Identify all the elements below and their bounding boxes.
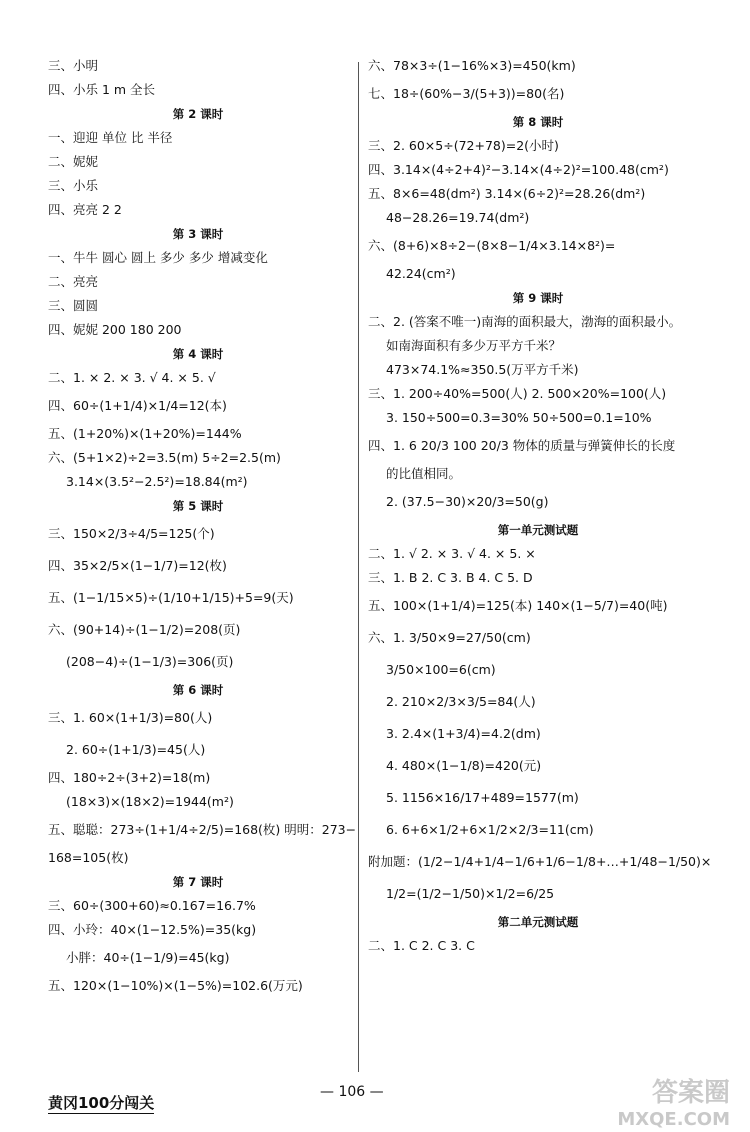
answer-line: 二、1. C 2. C 3. C (368, 938, 475, 953)
section-heading: 第二单元测试题 (497, 915, 579, 929)
answer-line: 3/50×100=6(cm) (386, 662, 496, 677)
answer-line: 四、180÷2÷(3+2)=18(m) (48, 770, 211, 785)
answer-line: 六、78×3÷(1−16%×3)=450(km) (368, 58, 576, 73)
answer-line: 一、牛牛 圆心 圆上 多少 多少 增减变化 (48, 250, 268, 265)
answer-line: 5. 1156×16/17+489=1577(m) (386, 790, 579, 805)
answer-line: 3. 150÷500=0.3=30% 50÷500=0.1=10% (386, 410, 652, 425)
answer-line: 如南海面积有多少万平方千米？ (386, 338, 562, 353)
answer-line: 二、妮妮 (48, 154, 99, 169)
answer-line: 附加题：(1/2−1/4+1/4−1/6+1/6−1/8+…+1/48−1/50)× (368, 854, 712, 869)
watermark-text: 答案圈 (651, 1078, 730, 1108)
answer-line: 四、60÷(1+1/4)×1/4=12(本) (48, 398, 227, 413)
page-number: — 106 — (320, 1084, 384, 1100)
answer-line: 四、1. 6 20/3 100 20/3 物体的质量与弹簧伸长的长度 (368, 438, 676, 453)
answer-line: 2. 210×2/3×3/5=84(人) (386, 694, 536, 709)
answer-line: 小胖：40÷(1−1/9)=45(kg) (66, 950, 230, 965)
answer-line: 三、1. 200÷40%=500(人) 2. 500×20%=100(人) (368, 386, 667, 401)
answer-line: 2. (37.5−30)×20/3=50(g) (386, 494, 549, 509)
section-heading: 第 9 课时 (512, 291, 564, 305)
answer-line: 6. 6+6×1/2+6×1/2×2/3=11(cm) (386, 822, 594, 837)
answer-line: 六、1. 3/50×9=27/50(cm) (368, 630, 531, 645)
answer-line: 五、(1−1/15×5)÷(1/10+1/15)+5=9(天) (48, 590, 294, 605)
answer-line: 四、35×2/5×(1−1/7)=12(枚) (48, 558, 227, 573)
answer-line: 三、2. 60×5÷(72+78)=2(小时) (368, 138, 559, 153)
answer-line: 473×74.1%≈350.5(万平方千米) (386, 362, 579, 377)
section-heading: 第 3 课时 (172, 227, 224, 241)
answer-line: 二、1. √ 2. × 3. √ 4. × 5. × (368, 546, 536, 561)
section-heading: 第一单元测试题 (497, 523, 579, 537)
answer-line: 三、小乐 (48, 178, 99, 193)
section-heading: 第 7 课时 (172, 875, 224, 889)
answer-line: 一、迎迎 单位 比 半径 (48, 130, 173, 145)
answer-line: 三、1. 60×(1+1/3)=80(人) (48, 710, 213, 725)
answer-line: 六、(5+1×2)÷2=3.5(m) 5÷2=2.5(m) (48, 450, 281, 465)
section-heading: 第 2 课时 (172, 107, 224, 121)
column-divider (358, 62, 359, 1072)
answer-line: 三、1. B 2. C 3. B 4. C 5. D (368, 570, 533, 585)
answer-line: 二、2. (答案不唯一)南海的面积最大，渤海的面积最小。 (368, 314, 682, 329)
watermark-url: MXQE.COM (617, 1109, 730, 1130)
answer-line: 四、3.14×(4÷2+4)²−3.14×(4÷2)²=100.48(cm²) (368, 162, 669, 177)
answer-line: 五、100×(1+1/4)=125(本) 140×(1−5/7)=40(吨) (368, 598, 668, 613)
answer-line: 二、1. × 2. × 3. √ 4. × 5. √ (48, 370, 216, 385)
answer-line: 五、120×(1−10%)×(1−5%)=102.6(万元) (48, 978, 303, 993)
section-heading: 第 6 课时 (172, 683, 224, 697)
answer-line: 168=105(枚) (48, 850, 129, 865)
answer-line: 三、60÷(300+60)≈0.167=16.7% (48, 898, 256, 913)
answer-line: 三、小明 (48, 58, 99, 73)
section-heading: 第 8 课时 (512, 115, 564, 129)
answer-line: 四、亮亮 2 2 (48, 202, 122, 217)
answer-line: 48−28.26=19.74(dm²) (386, 210, 530, 225)
answer-line: 42.24(cm²) (386, 266, 456, 281)
watermark-logo (580, 1072, 730, 1130)
footer-brand: 黄冈100分闯关 (48, 1094, 155, 1112)
section-heading: 第 4 课时 (172, 347, 224, 361)
answer-line: 四、小玲：40×(1−12.5%)=35(kg) (48, 922, 257, 937)
answer-line: 3. 2.4×(1+3/4)=4.2(dm) (386, 726, 541, 741)
answer-line: 四、小乐 1 m 全长 (48, 82, 156, 97)
answer-line: 七、18÷(60%−3/(5+3))=80(名) (368, 86, 565, 101)
answer-line: 五、(1+20%)×(1+20%)=144% (48, 426, 242, 441)
answer-line: 的比值相同。 (386, 466, 462, 481)
answer-line: 五、8×6=48(dm²) 3.14×(6÷2)²=28.26(dm²) (368, 186, 646, 201)
answer-line: 二、亮亮 (48, 274, 99, 289)
answer-line: 四、妮妮 200 180 200 (48, 322, 182, 337)
section-heading: 第 5 课时 (172, 499, 224, 513)
answer-line: (18×3)×(18×2)=1944(m²) (66, 794, 234, 809)
answer-line: 3.14×(3.5²−2.5²)=18.84(m²) (66, 474, 248, 489)
answer-line: 六、(8+6)×8÷2−(8×8−1/4×3.14×8²)= (368, 238, 616, 253)
answer-line: 1/2=(1/2−1/50)×1/2=6/25 (386, 886, 555, 901)
answer-line: 2. 60÷(1+1/3)=45(人) (66, 742, 206, 757)
answer-line: 三、圆圆 (48, 298, 99, 313)
right-column (368, 58, 712, 962)
answer-line: (208−4)÷(1−1/3)=306(页) (66, 654, 234, 669)
left-column (48, 58, 357, 1002)
answer-line: 五、聪聪：273÷(1+1/4÷2/5)=168(枚) 明明：273− (48, 822, 357, 837)
answer-line: 三、150×2/3÷4/5=125(个) (48, 526, 215, 541)
answer-line: 4. 480×(1−1/8)=420(元) (386, 758, 542, 773)
answer-line: 六、(90+14)÷(1−1/2)=208(页) (48, 622, 241, 637)
